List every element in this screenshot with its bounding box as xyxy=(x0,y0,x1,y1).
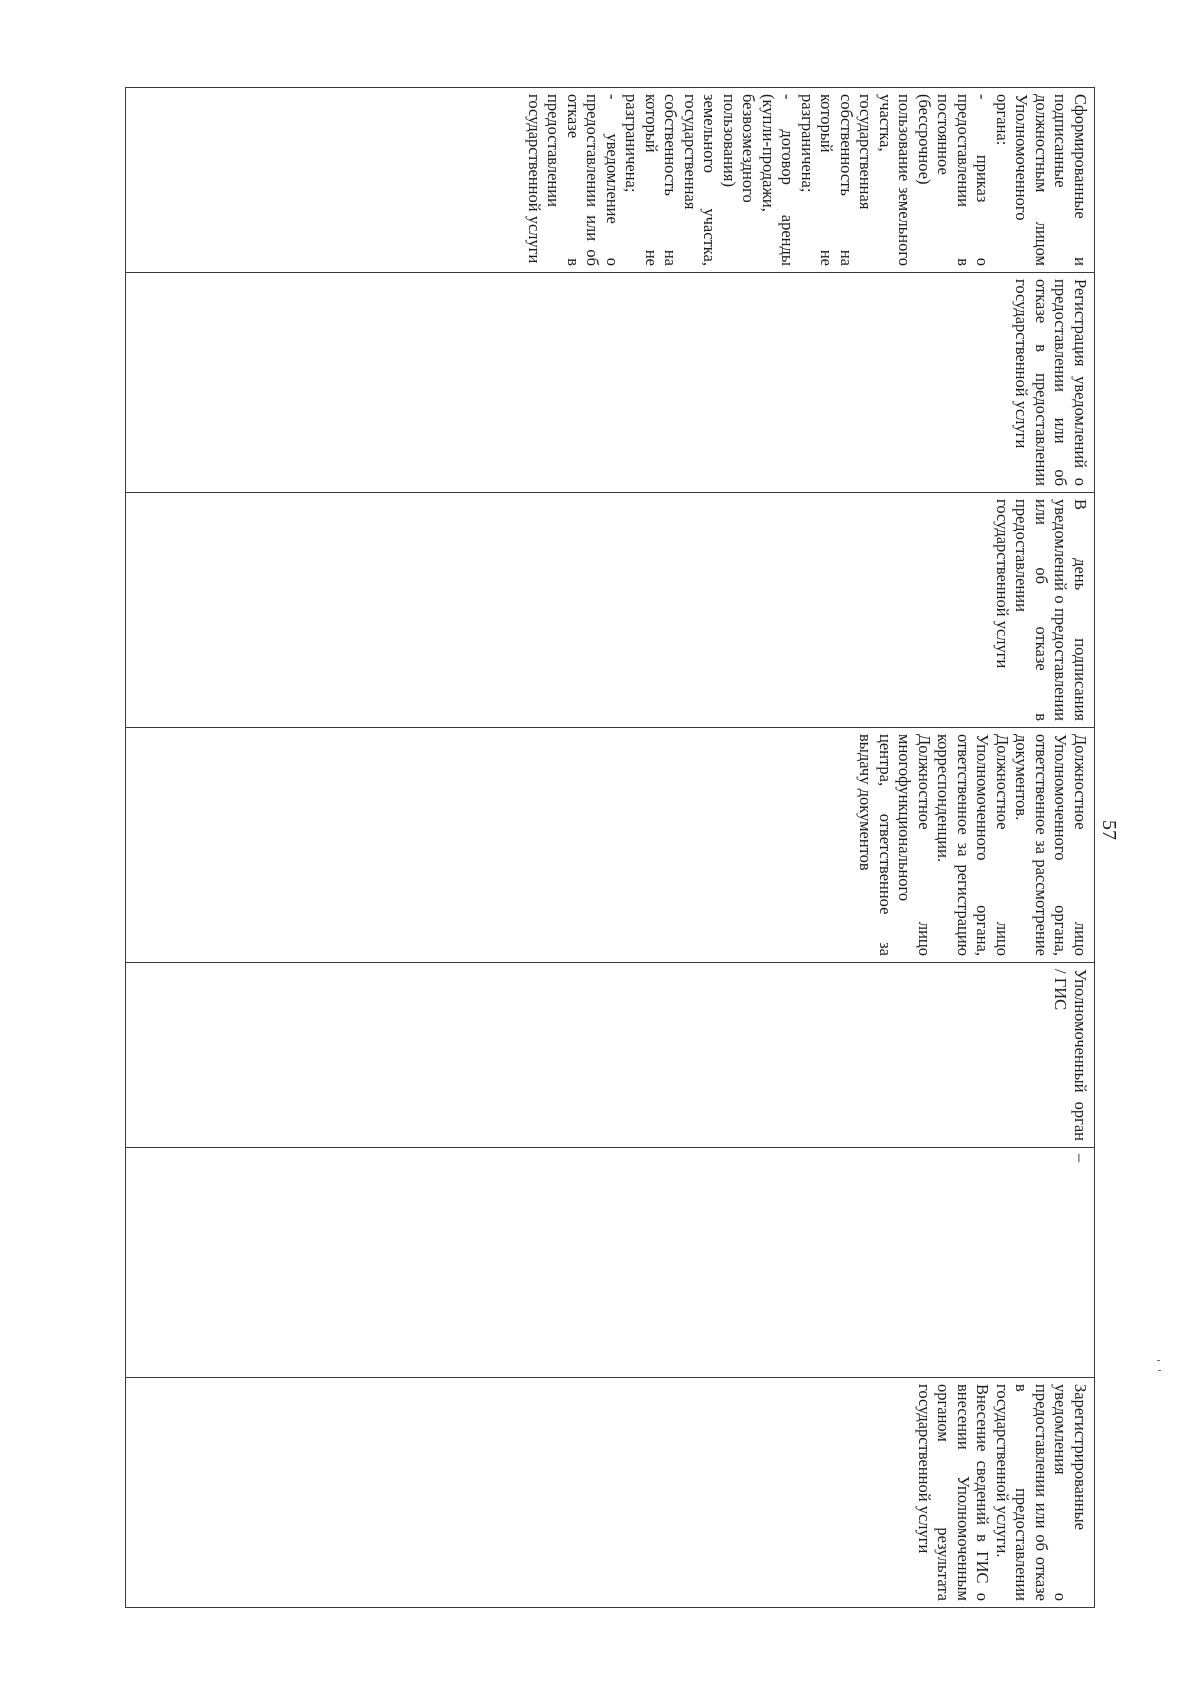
rotated-table-container xyxy=(125,87,1095,1607)
page-number: 57 xyxy=(1098,820,1120,840)
table-cell-responsible xyxy=(126,728,1095,963)
table-cell-action xyxy=(126,273,1095,493)
cell-text: Регистрация уведомлений о предоставлении или об отказе в предоставлении государственной услуги xyxy=(1012,279,1090,486)
table-row xyxy=(126,88,1095,1608)
cell-text: – xyxy=(1071,1154,1090,1163)
cell-text: Должностное лицо Уполномоченного органа, ответственное за рассмотрение документов. Должностное лицо Уполномоченного органа, ответственное за регистрацию корреспонденции. Должностное лицо многофункционального центра, ответственное за выдачу документов xyxy=(856,734,1090,956)
cell-text: Зарегистрированные уведомления о предоставлении или об отказе в предоставлении государственной услуги. Внесение сведений в ГИС о внесении Уполномоченным органом результата государственной услуги xyxy=(915,1384,1090,1601)
table-cell-criteria xyxy=(126,1148,1095,1378)
scan-speck xyxy=(1157,1360,1160,1361)
cell-text: Сформированные и подписанные должностным лицом Уполномоченного органа: - приказ о предоставлении в постоянное (бессрочное) пользование земельного участка, государственная собственность на который не разграничена; - договор аренды (купли-продажи, безвозмездного пользования) земельного участка, государственная собственность на который не разграничена; - уведомление о предоставлении или об отказе в предоставлении государственной услуги xyxy=(525,94,1090,266)
table-cell-result xyxy=(126,1378,1095,1608)
table-cell-result-docs xyxy=(126,88,1095,273)
cell-text: Уполномоченный орган / ГИС xyxy=(1051,969,1090,1141)
table-cell-place xyxy=(126,963,1095,1148)
table-cell-deadline xyxy=(126,493,1095,728)
scan-speck xyxy=(1158,1370,1161,1371)
cell-text: В день подписания уведомлений о предоставлении или об отказе в предоставлении государственной услуги xyxy=(993,499,1090,721)
procedure-table xyxy=(125,87,1095,1608)
